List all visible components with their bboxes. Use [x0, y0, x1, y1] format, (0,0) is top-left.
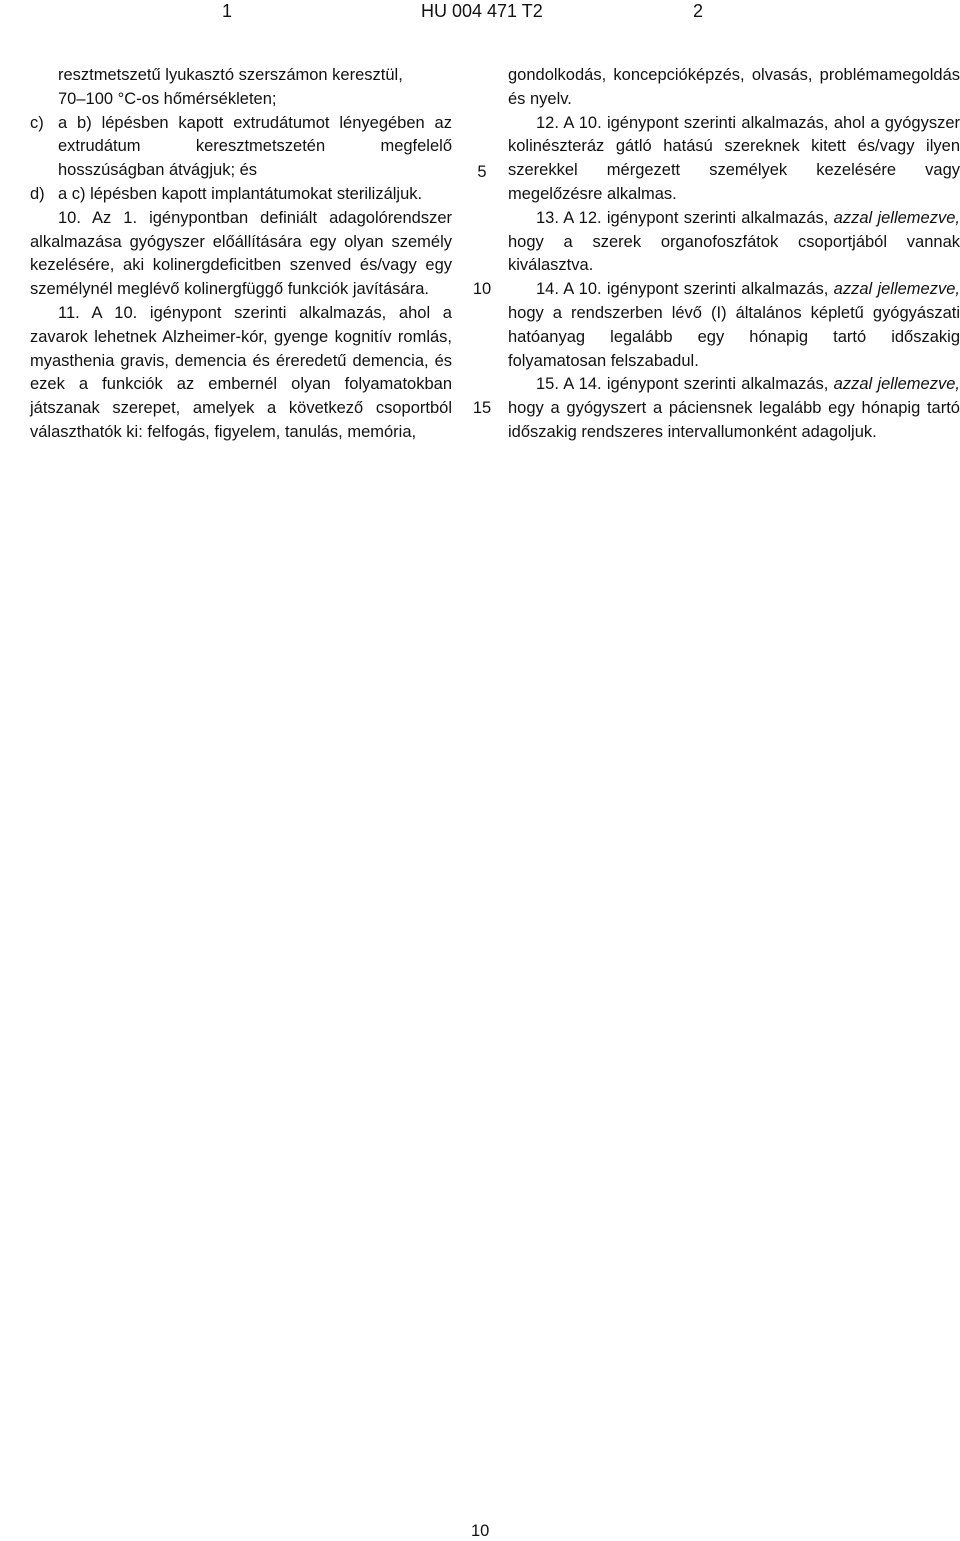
right-page-number: 2 — [693, 1, 704, 21]
item-d-label: d) — [30, 184, 45, 203]
item-d-text: a c) lépésben kapott implantátumokat sterilizáljuk. — [58, 184, 423, 203]
continuation-line-2: 70–100 °C-os hőmérsékleten; — [58, 89, 277, 108]
line-number-15: 15 — [472, 399, 492, 417]
claim-15-start: 15. A 14. igénypont szerinti alkalmazás, — [536, 375, 834, 394]
claim-10: 10. Az 1. igénypontban definiált adagolórendszer alkalmazása gyógyszer előállítására egy olyan személy kezelésére, aki kolinergdeficitben szenved és/vagy egy személynél meglévő kolinergfüggő funkciók javítására. — [30, 208, 452, 299]
claim-12: 12. A 10. igénypont szerinti alkalmazás, ahol a gyógyszer kolinészteráz gátló hatású szereknek kitett és/vagy ilyen szerekkel mérgezett személyek kezelésére vagy megelőzésre alkalmas. — [508, 113, 960, 203]
claim-15-end: hogy a gyógyszert a páciensnek legalább egy hónapig tartó időszakig rendszeres intervallumonként adagoljuk. — [508, 399, 960, 441]
right-column — [508, 64, 960, 445]
line-number-5: 5 — [477, 163, 487, 181]
item-c-label: c) — [30, 113, 44, 132]
claim-14 — [508, 278, 960, 373]
continuation-line-1: resztmetszetű lyukasztó szerszámon keresztül, — [58, 66, 403, 84]
list-item-c — [30, 112, 452, 183]
claim-13 — [508, 207, 960, 278]
claim-14-emphasis: azzal jellemezve, — [833, 280, 960, 299]
claim-13-emphasis: azzal jellemezve, — [833, 208, 960, 227]
list-item-d — [30, 183, 452, 207]
claim-15-emphasis: azzal jellemezve, — [833, 375, 960, 394]
claim-13-start: 13. A 12. igénypont szerinti alkalmazás, — [536, 208, 834, 227]
item-c-text: a b) lépésben kapott extrudátumot lényegében az extrudátum keresztmetszetén megfelelő hosszúságban átvágjuk; és — [58, 113, 452, 180]
claim-15 — [508, 373, 960, 444]
page-number: 10 — [471, 1522, 490, 1540]
left-page-number: 1 — [222, 1, 233, 21]
claim-13-end: hogy a szerek organofoszfátok csoportjából vannak kiválasztva. — [508, 232, 960, 275]
line-number-10: 10 — [472, 280, 492, 298]
claim-14-start: 14. A 10. igénypont szerinti alkalmazás, — [536, 280, 834, 299]
left-column — [30, 64, 452, 445]
continuation-text: gondolkodás, koncepcióképzés, olvasás, problémamegoldás és nyelv. — [508, 66, 960, 108]
claim-11: 11. A 10. igénypont szerinti alkalmazás, ahol a zavarok lehetnek Alzheimer-kór, gyenge kognitív romlás, myasthenia gravis, demencia és éreredetű demencia, és ezek a funkciók az embernél olyan folyamatokban játszanak szerepet, amelyek a következő csoportból választhatók ki: felfogás, figyelem, tanulás, memória, — [30, 303, 452, 441]
claim-14-end: hogy a rendszerben lévő (I) általános képletű gyógyászati hatóanyag legalább egy hónapig tartó időszakig folyamatosan felszabadul. — [508, 303, 960, 370]
document-id: HU 004 471 T2 — [421, 1, 543, 21]
